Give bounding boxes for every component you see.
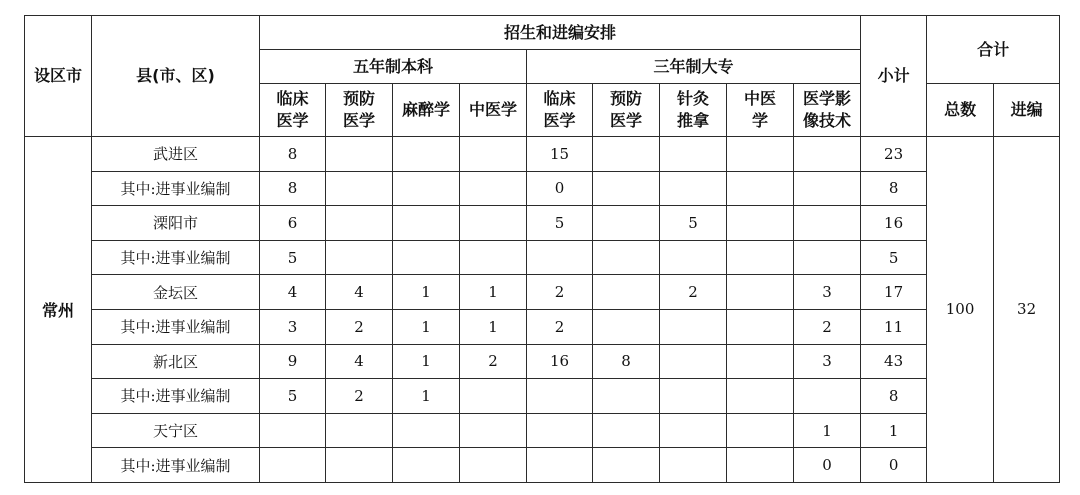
header-total-group: 合计 bbox=[927, 16, 1060, 84]
value-cell: 2 bbox=[794, 309, 861, 344]
value-cell bbox=[660, 137, 727, 172]
table-header bbox=[25, 16, 1060, 137]
value-cell: 2 bbox=[660, 275, 727, 310]
value-cell bbox=[727, 206, 794, 241]
value-cell: 16 bbox=[527, 344, 593, 379]
header-in-staff: 进编 bbox=[994, 84, 1060, 137]
header-major: 预防 医学 bbox=[593, 84, 660, 137]
value-cell bbox=[460, 413, 527, 448]
subtotal-cell: 16 bbox=[861, 206, 927, 241]
value-cell bbox=[727, 309, 794, 344]
value-cell: 8 bbox=[593, 344, 660, 379]
subtotal-cell: 8 bbox=[861, 171, 927, 206]
value-cell: 0 bbox=[527, 171, 593, 206]
value-cell bbox=[660, 448, 727, 483]
header-major: 预防 医学 bbox=[326, 84, 393, 137]
header-five-year: 五年制本科 bbox=[260, 50, 527, 84]
county-cell: 武进区 bbox=[92, 137, 260, 172]
value-cell bbox=[727, 171, 794, 206]
county-cell: 其中:进事业编制 bbox=[92, 379, 260, 414]
value-cell bbox=[393, 448, 460, 483]
subtotal-cell: 5 bbox=[861, 240, 927, 275]
value-cell bbox=[794, 171, 861, 206]
value-cell bbox=[260, 413, 326, 448]
value-cell: 1 bbox=[393, 309, 460, 344]
value-cell bbox=[460, 448, 527, 483]
value-cell bbox=[527, 379, 593, 414]
header-major: 临床 医学 bbox=[260, 84, 326, 137]
value-cell bbox=[593, 448, 660, 483]
value-cell bbox=[727, 275, 794, 310]
subtotal-cell: 1 bbox=[861, 413, 927, 448]
value-cell: 1 bbox=[460, 275, 527, 310]
value-cell: 4 bbox=[326, 275, 393, 310]
value-cell: 1 bbox=[393, 275, 460, 310]
value-cell: 4 bbox=[260, 275, 326, 310]
value-cell bbox=[460, 379, 527, 414]
value-cell bbox=[593, 137, 660, 172]
value-cell: 3 bbox=[260, 309, 326, 344]
header-enrollment-group: 招生和进编安排 bbox=[260, 16, 861, 50]
value-cell: 5 bbox=[260, 240, 326, 275]
value-cell: 8 bbox=[260, 137, 326, 172]
table-row bbox=[25, 171, 1060, 206]
value-cell bbox=[727, 137, 794, 172]
value-cell: 2 bbox=[326, 379, 393, 414]
county-cell: 其中:进事业编制 bbox=[92, 448, 260, 483]
header-major: 中医学 bbox=[460, 84, 527, 137]
value-cell bbox=[393, 171, 460, 206]
value-cell bbox=[527, 240, 593, 275]
header-subtotal: 小计 bbox=[861, 16, 927, 137]
value-cell bbox=[593, 309, 660, 344]
header-major: 临床 医学 bbox=[527, 84, 593, 137]
value-cell bbox=[727, 379, 794, 414]
value-cell bbox=[727, 448, 794, 483]
value-cell bbox=[326, 171, 393, 206]
value-cell bbox=[794, 206, 861, 241]
county-cell: 天宁区 bbox=[92, 413, 260, 448]
table-row bbox=[25, 379, 1060, 414]
value-cell: 15 bbox=[527, 137, 593, 172]
county-cell: 其中:进事业编制 bbox=[92, 309, 260, 344]
header-major: 中医 学 bbox=[727, 84, 794, 137]
value-cell bbox=[660, 309, 727, 344]
county-cell: 新北区 bbox=[92, 344, 260, 379]
value-cell: 2 bbox=[460, 344, 527, 379]
enrollment-table bbox=[24, 15, 1060, 483]
value-cell: 6 bbox=[260, 206, 326, 241]
value-cell: 5 bbox=[260, 379, 326, 414]
table-row bbox=[25, 413, 1060, 448]
value-cell: 2 bbox=[527, 309, 593, 344]
header-total-count: 总数 bbox=[927, 84, 994, 137]
value-cell bbox=[794, 240, 861, 275]
value-cell bbox=[326, 137, 393, 172]
value-cell: 4 bbox=[326, 344, 393, 379]
subtotal-cell: 43 bbox=[861, 344, 927, 379]
table-row bbox=[25, 206, 1060, 241]
value-cell bbox=[326, 448, 393, 483]
value-cell: 3 bbox=[794, 275, 861, 310]
value-cell bbox=[393, 137, 460, 172]
value-cell bbox=[527, 448, 593, 483]
table-row bbox=[25, 309, 1060, 344]
table-row bbox=[25, 448, 1060, 483]
subtotal-cell: 17 bbox=[861, 275, 927, 310]
subtotal-cell: 11 bbox=[861, 309, 927, 344]
value-cell bbox=[727, 413, 794, 448]
county-cell: 其中:进事业编制 bbox=[92, 240, 260, 275]
city-cell: 常州 bbox=[25, 137, 92, 483]
value-cell bbox=[393, 206, 460, 241]
value-cell: 2 bbox=[527, 275, 593, 310]
value-cell bbox=[660, 344, 727, 379]
value-cell bbox=[593, 206, 660, 241]
county-cell: 溧阳市 bbox=[92, 206, 260, 241]
value-cell bbox=[593, 379, 660, 414]
value-cell bbox=[393, 413, 460, 448]
table-row bbox=[25, 344, 1060, 379]
value-cell bbox=[393, 240, 460, 275]
value-cell bbox=[660, 171, 727, 206]
value-cell bbox=[527, 413, 593, 448]
value-cell bbox=[326, 413, 393, 448]
table-row bbox=[25, 275, 1060, 310]
value-cell bbox=[593, 275, 660, 310]
value-cell: 0 bbox=[794, 448, 861, 483]
header-county: 县(市、区) bbox=[92, 16, 260, 137]
value-cell bbox=[660, 413, 727, 448]
value-cell bbox=[326, 206, 393, 241]
value-cell bbox=[326, 240, 393, 275]
subtotal-cell: 8 bbox=[861, 379, 927, 414]
value-cell bbox=[794, 379, 861, 414]
value-cell bbox=[593, 413, 660, 448]
county-cell: 其中:进事业编制 bbox=[92, 171, 260, 206]
value-cell bbox=[593, 171, 660, 206]
subtotal-cell: 0 bbox=[861, 448, 927, 483]
value-cell: 2 bbox=[326, 309, 393, 344]
value-cell bbox=[660, 240, 727, 275]
value-cell bbox=[460, 206, 527, 241]
county-cell: 金坛区 bbox=[92, 275, 260, 310]
value-cell bbox=[460, 137, 527, 172]
header-city: 设区市 bbox=[25, 16, 92, 137]
value-cell: 5 bbox=[527, 206, 593, 241]
value-cell: 1 bbox=[794, 413, 861, 448]
value-cell bbox=[460, 240, 527, 275]
value-cell: 3 bbox=[794, 344, 861, 379]
table-body bbox=[25, 137, 1060, 483]
value-cell bbox=[794, 137, 861, 172]
value-cell: 8 bbox=[260, 171, 326, 206]
subtotal-cell: 23 bbox=[861, 137, 927, 172]
header-three-year: 三年制大专 bbox=[527, 50, 861, 84]
value-cell bbox=[727, 240, 794, 275]
value-cell bbox=[727, 344, 794, 379]
in-staff-total-cell: 32 bbox=[994, 137, 1060, 483]
value-cell: 1 bbox=[393, 379, 460, 414]
header-major: 针灸 推拿 bbox=[660, 84, 727, 137]
header-major: 医学影 像技术 bbox=[794, 84, 861, 137]
table-row bbox=[25, 240, 1060, 275]
total-cell: 100 bbox=[927, 137, 994, 483]
value-cell bbox=[460, 171, 527, 206]
value-cell: 9 bbox=[260, 344, 326, 379]
value-cell bbox=[260, 448, 326, 483]
value-cell bbox=[660, 379, 727, 414]
header-major: 麻醉学 bbox=[393, 84, 460, 137]
value-cell: 1 bbox=[460, 309, 527, 344]
value-cell: 5 bbox=[660, 206, 727, 241]
value-cell bbox=[593, 240, 660, 275]
table-row bbox=[25, 137, 1060, 172]
value-cell: 1 bbox=[393, 344, 460, 379]
